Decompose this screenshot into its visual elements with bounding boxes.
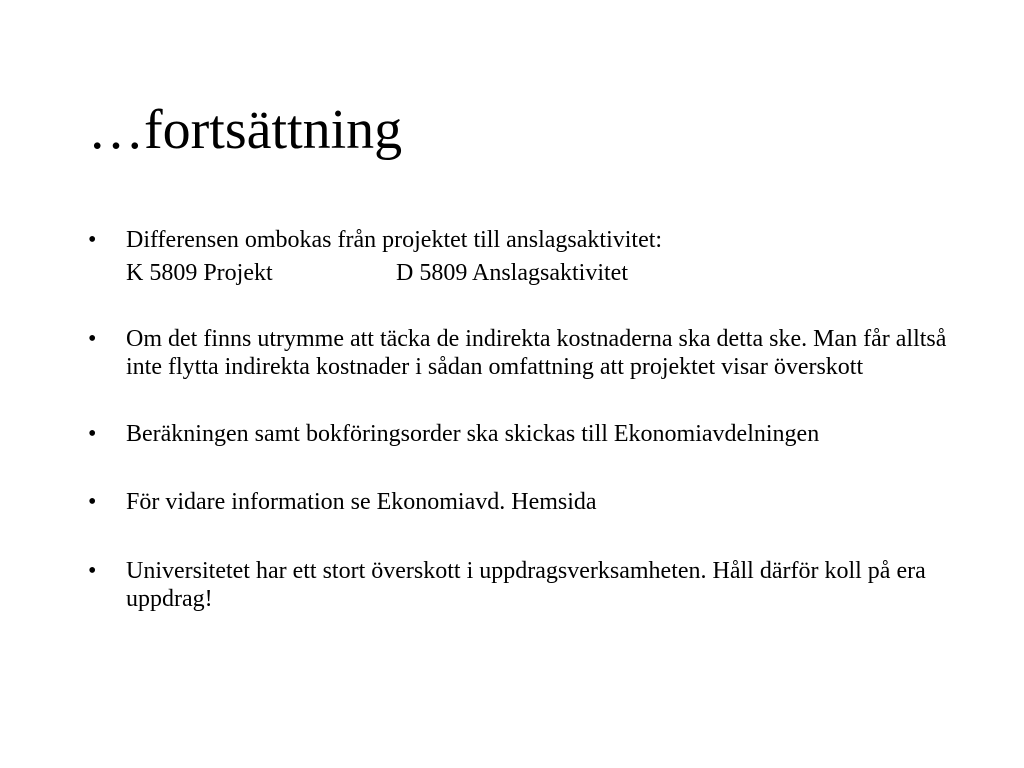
bullet-icon: • xyxy=(88,227,97,253)
bullet-item-surplus xyxy=(88,557,948,613)
bullet-icon: • xyxy=(88,326,97,352)
bullet-item-rebooking xyxy=(88,226,948,287)
account-line xyxy=(126,259,948,287)
bullet-text: Beräkningen samt bokföringsorder ska skickas till Ekonomiavdelningen xyxy=(126,421,820,447)
slide-title: …fortsättning xyxy=(88,99,403,161)
bullet-text: Differensen ombokas från projektet till anslagsaktivitet: xyxy=(126,227,663,253)
bullet-text: Universitetet har ett stort överskott i uppdragsverksamheten. Håll därför koll på era uppdrag! xyxy=(126,558,926,612)
bullet-item-calculation xyxy=(88,420,948,448)
bullet-text: För vidare information se Ekonomiavd. Hemsida xyxy=(126,489,597,515)
bullet-text: Om det finns utrymme att täcka de indirekta kostnaderna ska detta ske. Man får alltså inte flytta indirekta kostnader i sådan omfattning att projektet visar överskott xyxy=(126,326,947,380)
bullet-icon: • xyxy=(88,421,97,447)
bullet-icon: • xyxy=(88,489,97,515)
bullet-item-more-info xyxy=(88,488,948,516)
bullet-icon: • xyxy=(88,558,97,584)
account-debit: D 5809 Anslagsaktivitet xyxy=(396,260,628,286)
bullet-list xyxy=(88,226,948,613)
bullet-item-indirect-costs xyxy=(88,325,948,381)
account-credit: K 5809 Projekt xyxy=(126,260,273,286)
